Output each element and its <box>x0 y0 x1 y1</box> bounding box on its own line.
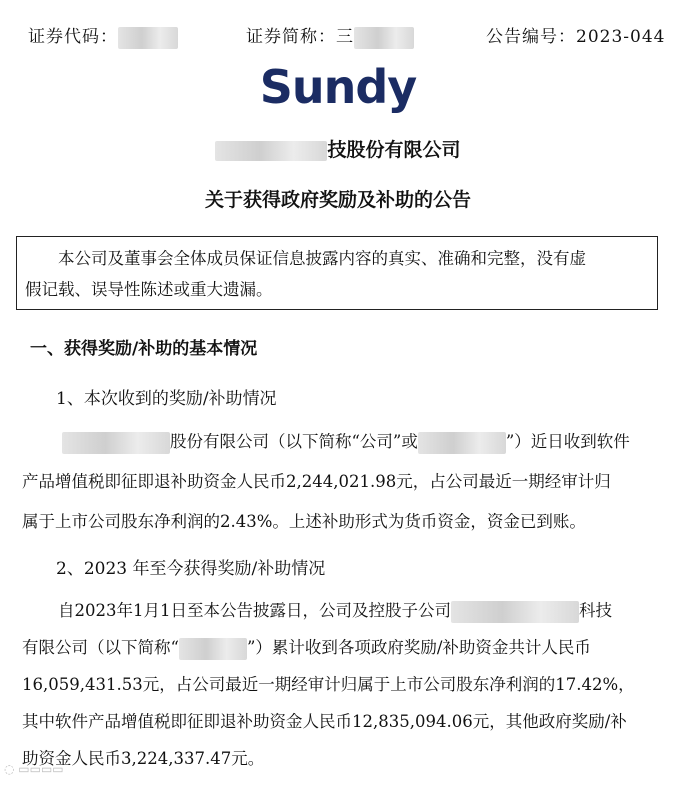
paragraph-2-line-5: 助资金人民币3,224,337.47元。 <box>22 749 265 768</box>
redacted-subsidiary <box>451 601 579 623</box>
paragraph-2-line-2-a: 有限公司（以下简称“ <box>22 638 179 657</box>
security-code <box>28 22 178 49</box>
paragraph-2-line-2 <box>22 629 662 666</box>
paragraph-2 <box>22 592 662 777</box>
redacted-short-name <box>354 27 414 49</box>
subsection-1-heading: 1、本次收到的奖励/补助情况 <box>56 389 277 409</box>
redacted-code <box>118 27 178 49</box>
paragraph-2-line-4: 其中软件产品增值税即征即退补助资金人民币12,835,094.06元，其他政府奖励/补 <box>22 712 627 731</box>
company-logo: Sundy <box>259 60 417 114</box>
company-name-tail: 技股份有限公司 <box>327 139 461 161</box>
security-code-label: 证券代码： <box>28 27 118 47</box>
announcement-title: 关于获得政府奖励及补助的公告 <box>204 189 471 211</box>
notice-number-value: 2023-044 <box>576 27 666 47</box>
paragraph-1-line-1-a: 股份有限公司（以下简称“公司”或 <box>170 432 418 451</box>
paragraph-2-line-1-b: 科技 <box>579 601 612 620</box>
paragraph-1-line-2: 产品增值税即征即退补助资金人民币2,244,021.98元，占公司最近一期经审计归 <box>22 472 611 491</box>
paragraph-1-line-3: 属于上市公司股东净利润的2.43%。上述补助形式为货币资金，资金已到账。 <box>22 512 586 531</box>
paragraph-2-line-2-b: ”）累计收到各项政府奖励/补助资金共计人民币 <box>246 638 591 657</box>
security-short-name <box>246 22 414 49</box>
short-name-visible: 三 <box>336 27 354 47</box>
notice-number-label: 公告编号： <box>486 27 576 47</box>
paragraph-1-line-1-b: ”）近日收到软件 <box>505 432 630 451</box>
short-name-label: 证券简称： <box>246 27 336 47</box>
disclaimer-line-1: 本公司及董事会全体成员保证信息披露内容的真实、准确和完整，没有虚 <box>58 249 586 268</box>
redacted-subsidiary-abbrev <box>179 638 247 660</box>
company-name <box>0 135 676 162</box>
paragraph-2-line-1 <box>22 592 662 629</box>
subsection-2-heading: 2、2023 年至今获得奖励/补助情况 <box>56 559 326 579</box>
section-1-heading: 一、获得奖励/补助的基本情况 <box>30 339 258 359</box>
redacted-company <box>62 432 170 454</box>
redacted-company-name <box>215 141 327 161</box>
watermark-logo: ◌ ▭▭▭▭ <box>4 762 64 776</box>
paragraph-1-line-1 <box>22 422 662 462</box>
disclaimer-line-2: 假记载、误导性陈述或重大遗漏。 <box>25 280 273 299</box>
redacted-abbrev <box>418 432 506 454</box>
disclaimer-box <box>16 236 658 310</box>
notice-number <box>486 22 665 47</box>
paragraph-2-line-1-a: 自2023年1月1日至本公告披露日，公司及控股子公司 <box>58 601 451 620</box>
paragraph-1 <box>22 422 662 542</box>
paragraph-2-line-3: 16,059,431.53元，占公司最近一期经审计归属于上市公司股东净利润的17.42%， <box>22 675 635 694</box>
